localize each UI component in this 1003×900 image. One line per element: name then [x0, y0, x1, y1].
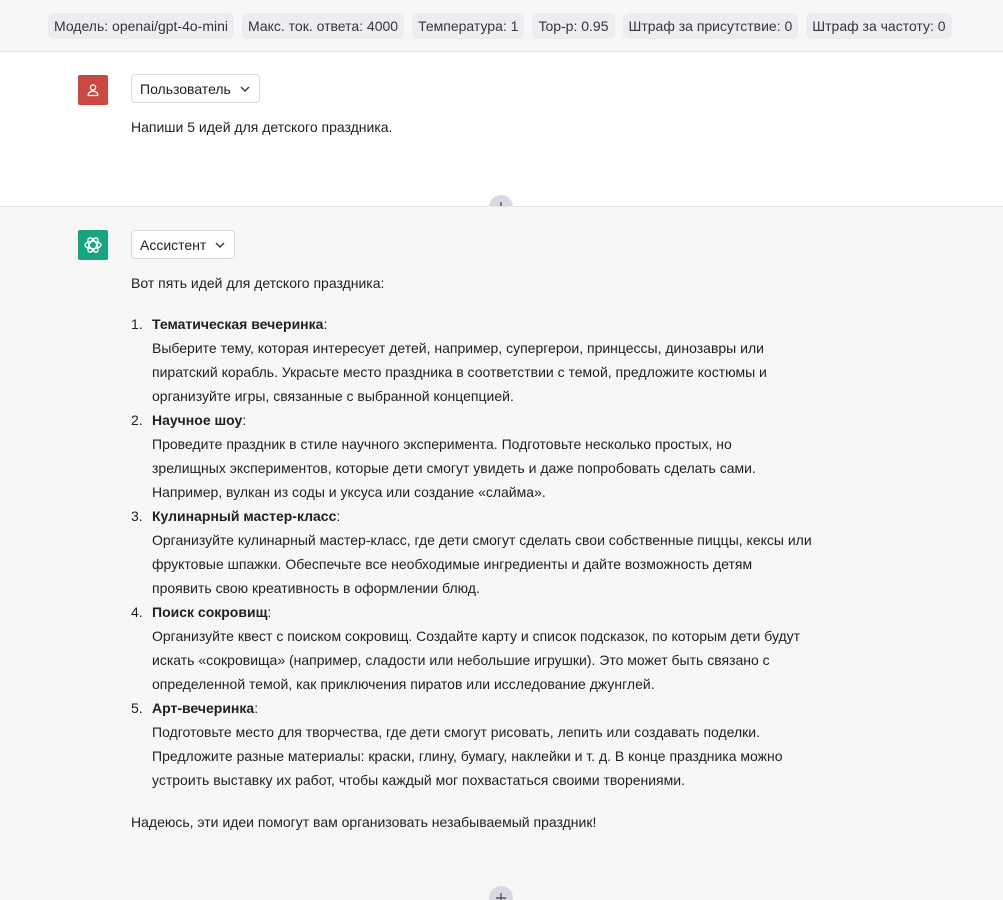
- user-message: [0, 52, 1003, 206]
- idea-text-line: фруктовые шпажки. Обеспечьте все необходимые ингредиенты и дайте возможность детям: [152, 556, 753, 572]
- ideas-list: [131, 312, 821, 792]
- idea-text-line: Организуйте кулинарный мастер-класс, где дети смогут сделать свои собственные пиццы, кексы или: [152, 532, 812, 548]
- idea-title: Поиск сокровищ: [152, 604, 268, 620]
- idea-text-line: Например, вулкан из соды и уксуса или создание «слайма».: [152, 484, 546, 500]
- role-label: Ассистент: [140, 236, 207, 253]
- idea-text-line: зрелищных экспериментов, которые дети смогут увидеть и даже попробовать сделать сами.: [152, 460, 756, 476]
- list-item: 5. Арт-вечеринка: Подготовьте место для творчества, где дети смогут рисовать, лепить или создавать поделки. Предложите разные материалы: краски, глину, бумагу, наклейки и т. д. В конце праздника можно устроить выставку их работ, чтобы каждый мог похвастаться своими творениями.: [131, 696, 821, 792]
- openai-logo-icon: [82, 234, 104, 256]
- assistant-closing-text[interactable]: Надеюсь, эти идеи помогут вам организовать незабываемый праздник!: [131, 814, 597, 830]
- idea-text-line: Выберите тему, которая интересует детей, например, супергерои, принцессы, динозавры или: [152, 340, 764, 356]
- assistant-avatar: [78, 230, 108, 260]
- assistant-message: [0, 206, 1003, 900]
- idea-title: Научное шоу: [152, 412, 243, 428]
- chevron-down-icon: [239, 83, 251, 95]
- idea-title: Тематическая вечеринка: [152, 316, 324, 332]
- idea-number: 5.: [131, 700, 143, 716]
- idea-number: 2.: [131, 412, 143, 428]
- idea-text-line: организуйте игры, связанные с выбранной концепцией.: [152, 388, 514, 404]
- plus-icon: [495, 892, 507, 900]
- chevron-down-icon: [214, 239, 226, 251]
- idea-text-line: определенной темой, как приключения пиратов или исследование джунглей.: [152, 676, 655, 692]
- user-avatar: [78, 75, 108, 105]
- idea-text-line: устроить выставку их работ, чтобы каждый мог похвастаться своими творениями.: [152, 772, 685, 788]
- list-item: 4. Поиск сокровищ: Организуйте квест с поиском сокровищ. Создайте карту и список подсказок, по которым дети будут искать «сокровища» (например, сладости или небольшие игрушки). Это может быть связано с определенной темой, как приключения пиратов или исследование джунглей.: [131, 600, 821, 696]
- user-message-text[interactable]: Напиши 5 идей для детского праздника.: [131, 119, 393, 135]
- frequency-penalty-chip[interactable]: Штраф за частоту: 0: [806, 13, 951, 39]
- idea-text-line: искать «сокровища» (например, сладости или небольшие игрушки). Это может быть связано с: [152, 652, 770, 668]
- model-chip[interactable]: Модель: openai/gpt-4o-mini: [48, 13, 234, 39]
- idea-number: 4.: [131, 604, 143, 620]
- top-p-chip[interactable]: Top-p: 0.95: [532, 13, 614, 39]
- assistant-intro-text[interactable]: Вот пять идей для детского праздника:: [131, 275, 385, 291]
- temperature-chip[interactable]: Температура: 1: [412, 13, 524, 39]
- list-item: 2. Научное шоу: Проведите праздник в стиле научного эксперимента. Подготовьте несколько простых, но зрелищных экспериментов, которые дети смогут увидеть и даже попробовать сделать сами. Например, вулкан из соды и уксуса или создание «слайма».: [131, 408, 821, 504]
- list-item: 1. Тематическая вечеринка: Выберите тему, которая интересует детей, например, супергерои, принцессы, динозавры или пиратский корабль. Украсьте место праздника в соответствии с темой, предложите костюмы и организуйте игры, связанные с выбранной концепцией.: [131, 312, 821, 408]
- max-tokens-chip[interactable]: Макс. ток. ответа: 4000: [242, 13, 404, 39]
- person-icon: [85, 82, 101, 98]
- role-label: Пользователь: [140, 80, 231, 97]
- parameters-bar: [0, 0, 1003, 52]
- idea-text-line: Проведите праздник в стиле научного эксперимента. Подготовьте несколько простых, но: [152, 436, 732, 452]
- idea-text-line: проявить свою креативность в оформлении блюд.: [152, 580, 480, 596]
- idea-number: 1.: [131, 316, 143, 332]
- idea-text-line: Организуйте квест с поиском сокровищ. Создайте карту и список подсказок, по которым дети будут: [152, 628, 801, 644]
- idea-text-line: Подготовьте место для творчества, где дети смогут рисовать, лепить или создавать поделки.: [152, 724, 761, 740]
- idea-text-line: Предложите разные материалы: краски, глину, бумагу, наклейки и т. д. В конце праздника можно: [152, 748, 783, 764]
- role-selector-user[interactable]: [131, 74, 260, 103]
- presence-penalty-chip[interactable]: Штраф за присутствие: 0: [623, 13, 799, 39]
- list-item: 3. Кулинарный мастер-класс: Организуйте кулинарный мастер-класс, где дети смогут сделать свои собственные пиццы, кексы или фруктовые шпажки. Обеспечьте все необходимые ингредиенты и дайте возможность детям проявить свою креативность в оформлении блюд.: [131, 504, 821, 600]
- idea-text-line: пиратский корабль. Украсьте место праздника в соответствии с темой, предложите костюмы и: [152, 364, 767, 380]
- idea-title: Арт-вечеринка: [152, 700, 255, 716]
- idea-number: 3.: [131, 508, 143, 524]
- idea-title: Кулинарный мастер-класс: [152, 508, 337, 524]
- role-selector-assistant[interactable]: [131, 230, 235, 259]
